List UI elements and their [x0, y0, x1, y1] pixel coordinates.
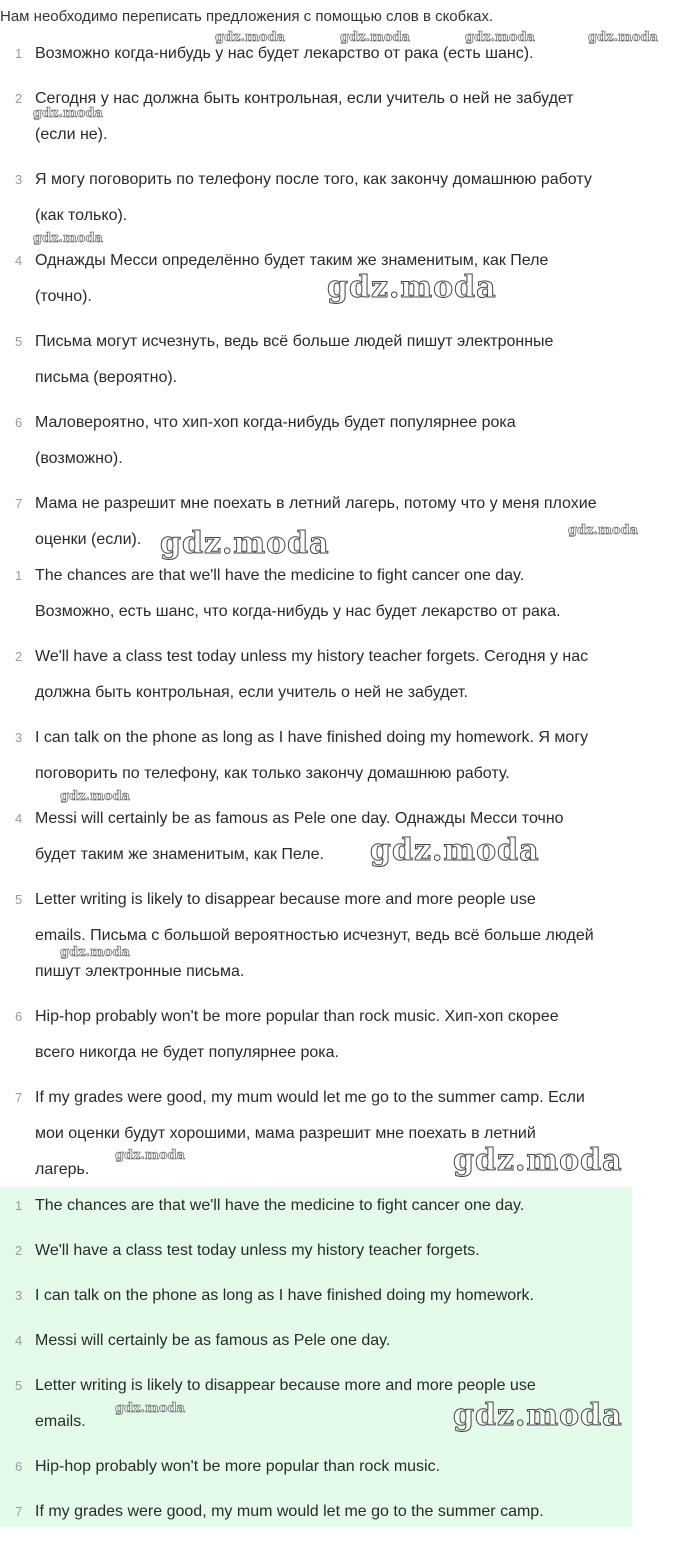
item-number: 7 [15, 496, 23, 511]
item-number: 4 [15, 253, 23, 268]
item-number: 7 [15, 1090, 23, 1105]
watermark: gdz.moda [327, 270, 497, 305]
item-text: Messi will certainly be as famous as Pele one day. Однажды Месси точно будет таким же знаменитым, как Пеле. [35, 810, 564, 863]
item-number: 4 [15, 811, 23, 826]
watermark: gdz.moda [60, 789, 131, 804]
item-number: 6 [15, 1009, 23, 1024]
item-number: 3 [15, 1288, 23, 1303]
item-text: Возможно когда-нибудь у нас будет лекарство от рака (есть шанс). [35, 45, 534, 62]
item-number: 3 [15, 730, 23, 745]
item-number: 4 [15, 1333, 23, 1348]
item-text: Hip-hop probably won't be more popular than rock music. Хип-хоп скорее всего никогда не будет популярнее рока. [35, 1008, 559, 1061]
item-text: Messi will certainly be as famous as Pele one day. [35, 1332, 391, 1349]
watermark: gdz.moda [465, 30, 536, 45]
item-text: We'll have a class test today unless my history teacher forgets. [35, 1242, 480, 1259]
watermark: gdz.moda [60, 945, 131, 960]
item-number: 6 [15, 1459, 23, 1474]
watermark: gdz.moda [115, 1401, 186, 1416]
item-number: 1 [15, 1198, 23, 1213]
item-text: I can talk on the phone as long as I have finished doing my homework. Я могу поговорить по телефону, как только закончу домашнюю работу. [35, 729, 589, 782]
item-text: Letter writing is likely to disappear because more and more people use emails. Письма с большой вероятностью исчезнут, ведь всё больше людей пишут электронные письма. [35, 891, 594, 980]
item-text: Сегодня у нас должна быть контрольная, если учитель о ней не забудет (если не). [35, 90, 574, 143]
item-text: I can talk on the phone as long as I have finished doing my homework. [35, 1287, 534, 1304]
item-text: The chances are that we'll have the medicine to fight cancer one day. [35, 1197, 525, 1214]
item-number: 5 [15, 892, 23, 907]
intro-text: Нам необходимо переписать предложения с помощью слов в скобках. [0, 8, 494, 25]
item-text: Я могу поговорить по телефону после того, как закончу домашнюю работу (как только). [35, 171, 592, 224]
watermark: gdz.moda [370, 833, 540, 868]
watermark: gdz.moda [453, 1143, 623, 1178]
item-text: If my grades were good, my mum would let me go to the summer camp. [35, 1503, 544, 1520]
watermark: gdz.moda [215, 30, 286, 45]
item-number: 2 [15, 91, 23, 106]
item-text: Письма могут исчезнуть, ведь всё больше людей пишут электронные письма (вероятно). [35, 333, 554, 386]
item-number: 6 [15, 415, 23, 430]
watermark: gdz.moda [33, 106, 104, 121]
item-number: 1 [15, 46, 23, 61]
item-text: Мама не разрешит мне поехать в летний лагерь, потому что у меня плохие оценки (если). [35, 495, 597, 548]
item-number: 5 [15, 1378, 23, 1393]
watermark: gdz.moda [453, 1398, 623, 1433]
item-text: If my grades were good, my mum would let me go to the summer camp. Если мои оценки будут хорошими, мама разрешит мне поехать в летний лагерь. [35, 1089, 585, 1178]
watermark: gdz.moda [160, 526, 330, 561]
watermark: gdz.moda [33, 231, 104, 246]
watermark: gdz.moda [115, 1148, 186, 1163]
item-text: We'll have a class test today unless my history teacher forgets. Сегодня у нас должна быть контрольная, если учитель о ней не забудет. [35, 648, 589, 701]
item-text: Letter writing is likely to disappear because more and more people use emails. [35, 1377, 536, 1430]
item-number: 5 [15, 334, 23, 349]
item-text: Маловероятно, что хип-хоп когда-нибудь будет популярнее рока (возможно). [35, 414, 516, 467]
item-number: 2 [15, 649, 23, 664]
item-number: 3 [15, 172, 23, 187]
item-number: 1 [15, 568, 23, 583]
item-number: 7 [15, 1504, 23, 1519]
watermark: gdz.moda [340, 30, 411, 45]
watermark: gdz.moda [568, 523, 639, 538]
item-text: The chances are that we'll have the medicine to fight cancer one day. Возможно, есть шанс, что когда-нибудь у нас будет лекарство от рака. [35, 567, 561, 620]
watermark: gdz.moda [588, 30, 659, 45]
item-number: 2 [15, 1243, 23, 1258]
item-text: Hip-hop probably won't be more popular than rock music. [35, 1458, 441, 1475]
item-text: Однажды Месси определённо будет таким же знаменитым, как Пеле (точно). [35, 252, 549, 305]
